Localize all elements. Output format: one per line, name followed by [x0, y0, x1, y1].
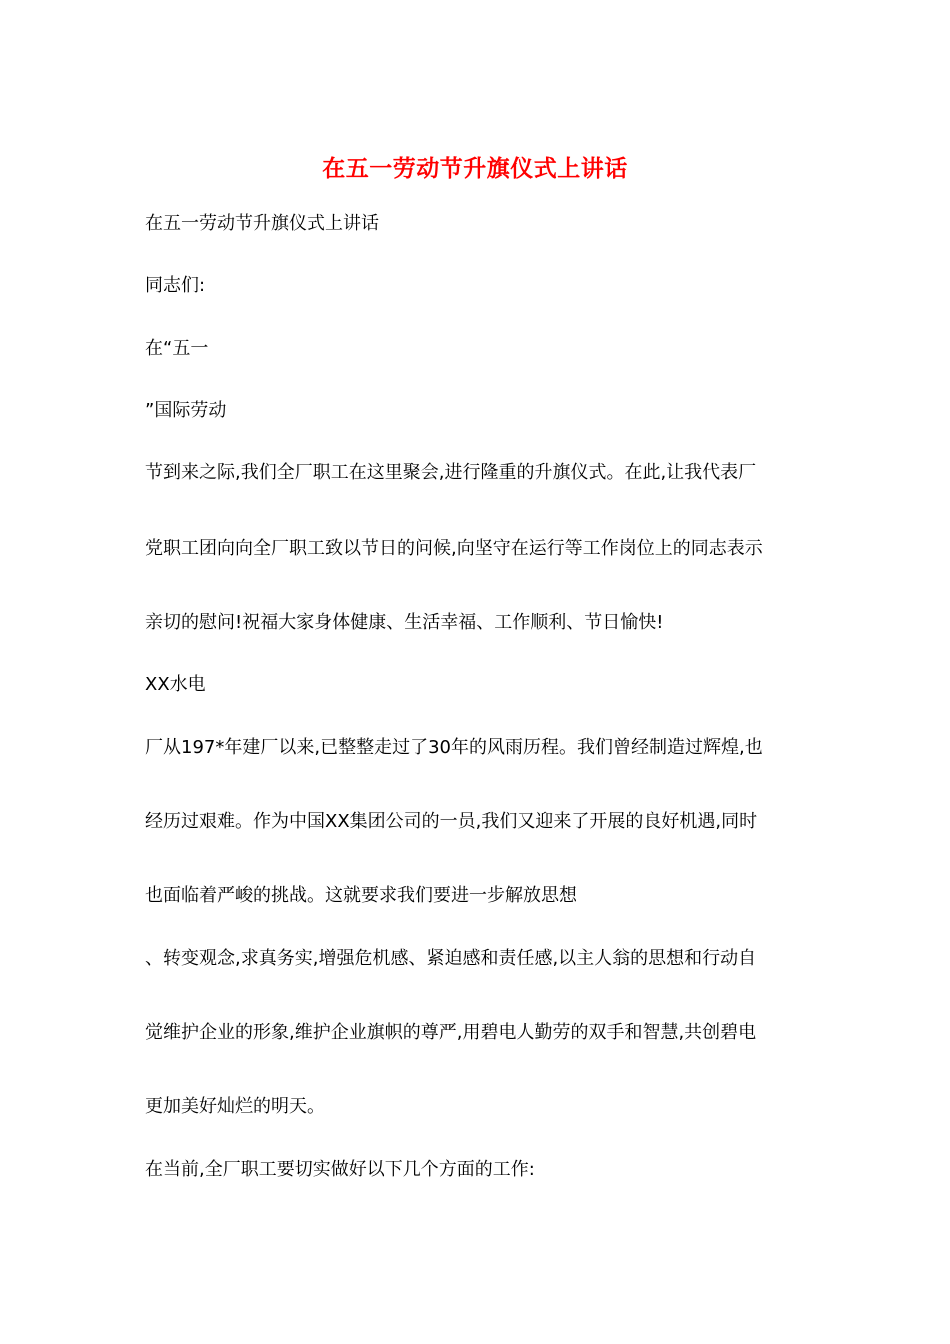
body-line: 在五一劳动节升旗仪式上讲话 — [145, 213, 379, 234]
body-line: 在“五一 — [145, 338, 209, 359]
body-line: 觉维护企业的形象,维护企业旗帜的尊严,用碧电人勤劳的双手和智慧,共创碧电 — [145, 1022, 757, 1043]
body-line: 党职工团向向全厂职工致以节日的问候,向坚守在运行等工作岗位上的同志表示 — [145, 538, 763, 559]
body-line: 、转变观念,求真务实,增强危机感、紧迫感和责任感,以主人翁的思想和行动自 — [145, 948, 757, 969]
document-title: 在五一劳动节升旗仪式上讲话 — [322, 155, 628, 182]
body-line: 也面临着严峻的挑战。这就要求我们要进一步解放思想 — [145, 885, 577, 906]
body-line: 厂从197*年建厂以来,已整整走过了30年的风雨历程。我们曾经制造过辉煌,也 — [145, 737, 763, 758]
body-line: 更加美好灿烂的明天。 — [145, 1096, 325, 1117]
body-line: XX水电 — [145, 674, 206, 695]
body-line: 节到来之际,我们全厂职工在这里聚会,进行隆重的升旗仪式。在此,让我代表厂 — [145, 462, 757, 483]
body-line: 同志们: — [145, 275, 206, 296]
body-line: ”国际劳动 — [145, 400, 227, 421]
body-line: 经历过艰难。作为中国XX集团公司的一员,我们又迎来了开展的良好机遇,同时 — [145, 811, 758, 832]
body-line: 在当前,全厂职工要切实做好以下几个方面的工作: — [145, 1159, 535, 1180]
body-line: 亲切的慰问!祝福大家身体健康、生活幸福、工作顺利、节日愉快! — [145, 612, 664, 633]
